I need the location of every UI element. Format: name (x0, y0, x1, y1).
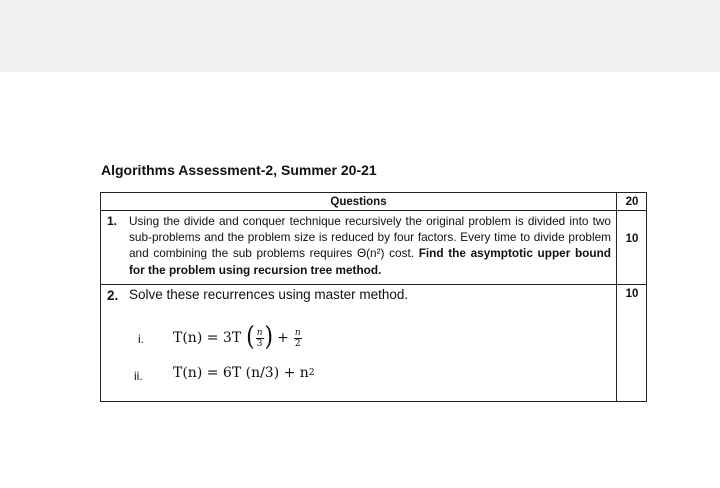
open-paren: ( (246, 322, 255, 353)
row-divider (101, 284, 646, 285)
recurrence-i-fraction-2 (294, 328, 302, 349)
plus-sign: + (277, 330, 289, 346)
recurrence-i-fraction (256, 328, 264, 349)
recurrence-i (173, 323, 303, 353)
questions-header: Questions (330, 196, 387, 208)
question-1-marks: 10 (625, 233, 639, 245)
assessment-title: Algorithms Assessment-2, Summer 20-21 (101, 162, 377, 178)
header-divider (101, 210, 646, 211)
fraction-numerator: n (256, 327, 263, 338)
question-1-body: Using the divide and conquer technique recursively the original problem is divided into two sub-problems and the problem size is reduced by four factors. Every time to divide problem and combining the sub problems requires Θ(n²) cost. (129, 214, 611, 261)
questions-table (100, 192, 647, 402)
recurrence-ii (173, 365, 315, 381)
fraction-2-denominator: 2 (294, 338, 301, 349)
question-2-marks: 10 (625, 288, 639, 300)
question-1-task: Find the asymptotic upper bound for the problem using recursion tree method. (129, 246, 611, 277)
total-marks: 20 (625, 196, 639, 208)
recurrence-ii-exponent: 2 (308, 368, 315, 378)
close-paren: ) (264, 322, 274, 353)
question-1-number: 1. (107, 214, 118, 228)
fraction-2-numerator: n (294, 327, 301, 338)
question-1-text (129, 213, 611, 278)
question-2-text: Solve these recurrences using master method. (129, 287, 409, 302)
subitem-i-label: i. (138, 332, 144, 346)
recurrence-i-lhs: T(n) = 3T (173, 330, 242, 346)
question-2-number: 2. (107, 288, 119, 303)
fraction-denominator: 3 (256, 338, 263, 349)
recurrence-ii-text: T(n) = 6T (n/3) + n (173, 365, 309, 381)
subitem-ii-label: ii. (134, 369, 143, 383)
viewer-top-bar (0, 0, 720, 72)
